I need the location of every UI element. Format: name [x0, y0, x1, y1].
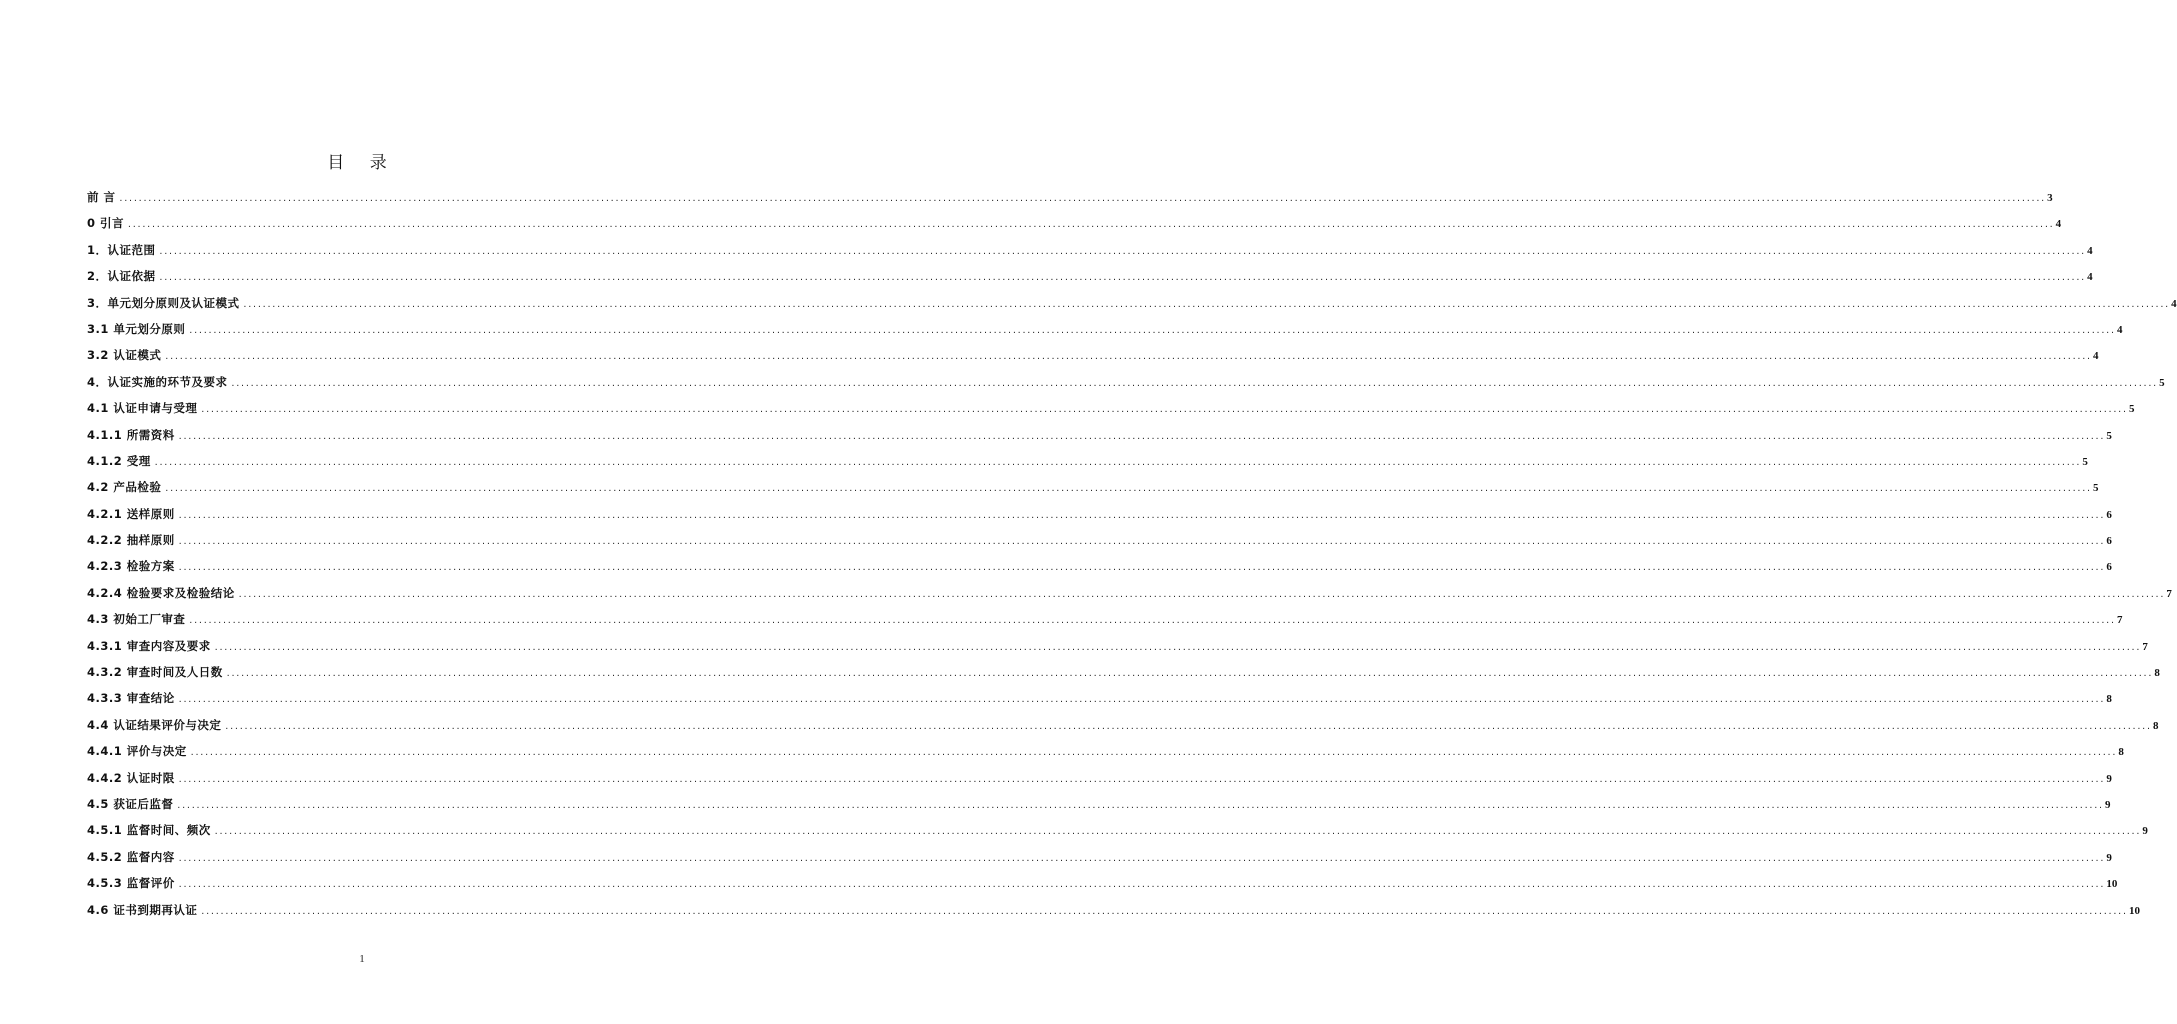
- toc-entry[interactable]: [87, 342, 2099, 368]
- dot-leader: ................................................................................................................................................................................................................................................................................................................................................................................................................: [158, 273, 2086, 283]
- dot-leader: ................................................................................................................................................................................................................................................................................................................................................................................................................: [177, 853, 2105, 863]
- toc-entry[interactable]: [87, 369, 2165, 395]
- toc-entry-page-number: 5: [2159, 376, 2165, 389]
- toc-entry[interactable]: [87, 210, 2062, 236]
- toc-entry-page-number: 5: [2106, 429, 2112, 442]
- toc-entry-page-number: 9: [2106, 851, 2112, 864]
- dot-leader: ................................................................................................................................................................................................................................................................................................................................................................................................................: [188, 325, 2115, 335]
- toc-entry[interactable]: [87, 448, 2088, 474]
- toc-entry-label: 3.2 认证模式: [87, 348, 162, 363]
- dot-leader: ................................................................................................................................................................................................................................................................................................................................................................................................................: [188, 616, 2115, 626]
- toc-entry-page-number: 9: [2106, 772, 2112, 785]
- toc-entry[interactable]: [87, 606, 2123, 632]
- toc-entry-page-number: 4: [2092, 350, 2099, 363]
- dot-leader: ................................................................................................................................................................................................................................................................................................................................................................................................................: [153, 457, 2081, 467]
- dot-leader: ................................................................................................................................................................................................................................................................................................................................................................................................................: [237, 589, 2165, 599]
- toc-entry[interactable]: [87, 527, 2112, 553]
- toc-entry-page-number: 7: [2116, 614, 2123, 627]
- toc-entry-label: 4.6 证书到期再认证: [87, 902, 198, 917]
- toc-entry-page-number: 4: [2055, 218, 2062, 231]
- toc-entry[interactable]: [87, 897, 2140, 923]
- toc-entry-label: 4.4.2 认证时限: [87, 770, 175, 785]
- dot-leader: ................................................................................................................................................................................................................................................................................................................................................................................................................: [189, 748, 2117, 758]
- toc-entry-label: 4.1 认证申请与受理: [87, 401, 198, 416]
- toc-entry-page-number: 3: [2047, 192, 2053, 204]
- toc-entry-label: 4.3.2 审查时间及人日数: [87, 665, 223, 680]
- toc-entry-label: 4.4 认证结果评价与决定: [87, 717, 222, 732]
- toc-entry[interactable]: [87, 765, 2112, 791]
- toc-entry-page-number: 6: [2106, 535, 2112, 548]
- toc-entry[interactable]: [87, 738, 2124, 764]
- toc-entry-label: 3.1 单元划分原则: [87, 321, 186, 336]
- toc-entry-label: 4.5.3 监督评价: [87, 876, 175, 891]
- toc-entry-label: 4.2.4 检验要求及检验结论: [87, 585, 235, 600]
- toc-entry-label: 0 引言: [87, 216, 125, 231]
- toc-entry[interactable]: [87, 501, 2112, 527]
- dot-leader: ................................................................................................................................................................................................................................................................................................................................................................................................................: [164, 484, 2091, 494]
- toc-entry-page-number: 4: [2087, 244, 2093, 257]
- toc-entry[interactable]: [87, 290, 2177, 316]
- toc-entry-label: 前 言: [87, 190, 116, 204]
- dot-leader: ................................................................................................................................................................................................................................................................................................................................................................................................................: [213, 642, 2141, 652]
- toc-entry[interactable]: [87, 474, 2099, 500]
- dot-leader: ................................................................................................................................................................................................................................................................................................................................................................................................................: [158, 246, 2086, 256]
- dot-leader: ................................................................................................................................................................................................................................................................................................................................................................................................................: [127, 220, 2054, 230]
- dot-leader: ................................................................................................................................................................................................................................................................................................................................................................................................................: [177, 537, 2105, 547]
- toc-entry-page-number: 5: [2092, 482, 2099, 495]
- toc-entry-label: 4.1.2 受理: [87, 453, 151, 468]
- toc-entry[interactable]: [87, 844, 2112, 870]
- dot-leader: ................................................................................................................................................................................................................................................................................................................................................................................................................: [177, 774, 2105, 784]
- toc-entry-label: 4.5.1 监督时间、频次: [87, 823, 211, 838]
- toc-entry-label: 1．认证范围: [87, 242, 156, 257]
- toc-entry-page-number: 4: [2171, 297, 2177, 310]
- toc-entry[interactable]: [87, 659, 2160, 685]
- toc-entry-label: 4.2 产品检验: [87, 480, 162, 495]
- toc-entry-label: 4.4.1 评价与决定: [87, 744, 187, 759]
- footer-page-number: 1: [359, 953, 365, 965]
- toc-entry[interactable]: [87, 685, 2112, 711]
- dot-leader: ................................................................................................................................................................................................................................................................................................................................................................................................................: [177, 563, 2105, 573]
- toc-entry[interactable]: [87, 263, 2093, 289]
- dot-leader: ................................................................................................................................................................................................................................................................................................................................................................................................................: [177, 431, 2105, 441]
- toc-entry-label: 4.1.1 所需资料: [87, 427, 175, 442]
- toc-entry[interactable]: [87, 870, 2118, 896]
- dot-leader: ................................................................................................................................................................................................................................................................................................................................................................................................................: [213, 827, 2141, 837]
- toc-entry-page-number: 4: [2087, 271, 2093, 284]
- toc-entry-label: 4.5.2 监督内容: [87, 849, 175, 864]
- toc-entry-page-number: 8: [2154, 667, 2160, 680]
- toc-entry-label: 4.2.2 抽样原则: [87, 533, 175, 548]
- toc-entry[interactable]: [87, 791, 2111, 817]
- toc-entry-page-number: 7: [2142, 640, 2148, 653]
- toc-entry-label: 4.2.1 送样原则: [87, 506, 175, 521]
- toc-entry[interactable]: [87, 817, 2148, 843]
- toc-entry-page-number: 6: [2106, 561, 2112, 574]
- toc-entry-label: 4.5 获证后监督: [87, 796, 174, 811]
- dot-leader: ................................................................................................................................................................................................................................................................................................................................................................................................................: [177, 880, 2105, 890]
- dot-leader: ................................................................................................................................................................................................................................................................................................................................................................................................................: [225, 669, 2153, 679]
- toc-entry[interactable]: [87, 184, 2053, 210]
- toc-entry-page-number: 7: [2166, 587, 2172, 600]
- toc-entry-page-number: 9: [2142, 825, 2148, 838]
- toc-entry-label: 4.3.3 审查结论: [87, 691, 175, 706]
- toc-entry-label: 4.2.3 检验方案: [87, 559, 175, 574]
- toc-entry[interactable]: [87, 237, 2093, 263]
- dot-leader: ................................................................................................................................................................................................................................................................................................................................................................................................................: [177, 695, 2105, 705]
- table-of-contents: [87, 184, 2177, 923]
- dot-leader: ................................................................................................................................................................................................................................................................................................................................................................................................................: [200, 906, 2127, 916]
- toc-entry-page-number: 8: [2118, 746, 2124, 759]
- toc-entry-page-number: 8: [2106, 693, 2112, 706]
- toc-entry-label: 4.3.1 审查内容及要求: [87, 638, 211, 653]
- toc-entry[interactable]: [87, 316, 2123, 342]
- toc-entry[interactable]: [87, 553, 2112, 579]
- dot-leader: ................................................................................................................................................................................................................................................................................................................................................................................................................: [224, 721, 2151, 731]
- toc-entry-page-number: 9: [2104, 798, 2111, 811]
- toc-entry-page-number: 10: [2128, 904, 2140, 917]
- toc-entry[interactable]: [87, 395, 2135, 421]
- dot-leader: ................................................................................................................................................................................................................................................................................................................................................................................................................: [242, 299, 2170, 309]
- dot-leader: ................................................................................................................................................................................................................................................................................................................................................................................................................: [230, 378, 2158, 388]
- dot-leader: ................................................................................................................................................................................................................................................................................................................................................................................................................: [200, 405, 2127, 415]
- toc-entry[interactable]: [87, 633, 2148, 659]
- toc-entry-label: 3．单元划分原则及认证模式: [87, 295, 240, 310]
- toc-entry-page-number: 5: [2128, 403, 2135, 416]
- toc-entry-page-number: 4: [2116, 323, 2123, 336]
- dot-leader: ................................................................................................................................................................................................................................................................................................................................................................................................................: [176, 800, 2103, 810]
- toc-entry-label: 4．认证实施的环节及要求: [87, 374, 228, 389]
- toc-entry-page-number: 5: [2082, 455, 2088, 468]
- toc-entry[interactable]: [87, 580, 2172, 606]
- page-title: 目 录: [327, 153, 397, 173]
- toc-entry-page-number: 10: [2106, 878, 2118, 891]
- toc-entry-page-number: 6: [2106, 508, 2112, 521]
- dot-leader: ................................................................................................................................................................................................................................................................................................................................................................................................................: [118, 194, 2046, 203]
- toc-entry-label: 4.3 初始工厂审查: [87, 612, 186, 627]
- toc-entry[interactable]: [87, 422, 2112, 448]
- dot-leader: ................................................................................................................................................................................................................................................................................................................................................................................................................: [177, 510, 2105, 520]
- toc-entry[interactable]: [87, 712, 2159, 738]
- toc-entry-label: 2．认证依据: [87, 269, 156, 284]
- dot-leader: ................................................................................................................................................................................................................................................................................................................................................................................................................: [164, 352, 2091, 362]
- toc-entry-page-number: 8: [2152, 719, 2159, 732]
